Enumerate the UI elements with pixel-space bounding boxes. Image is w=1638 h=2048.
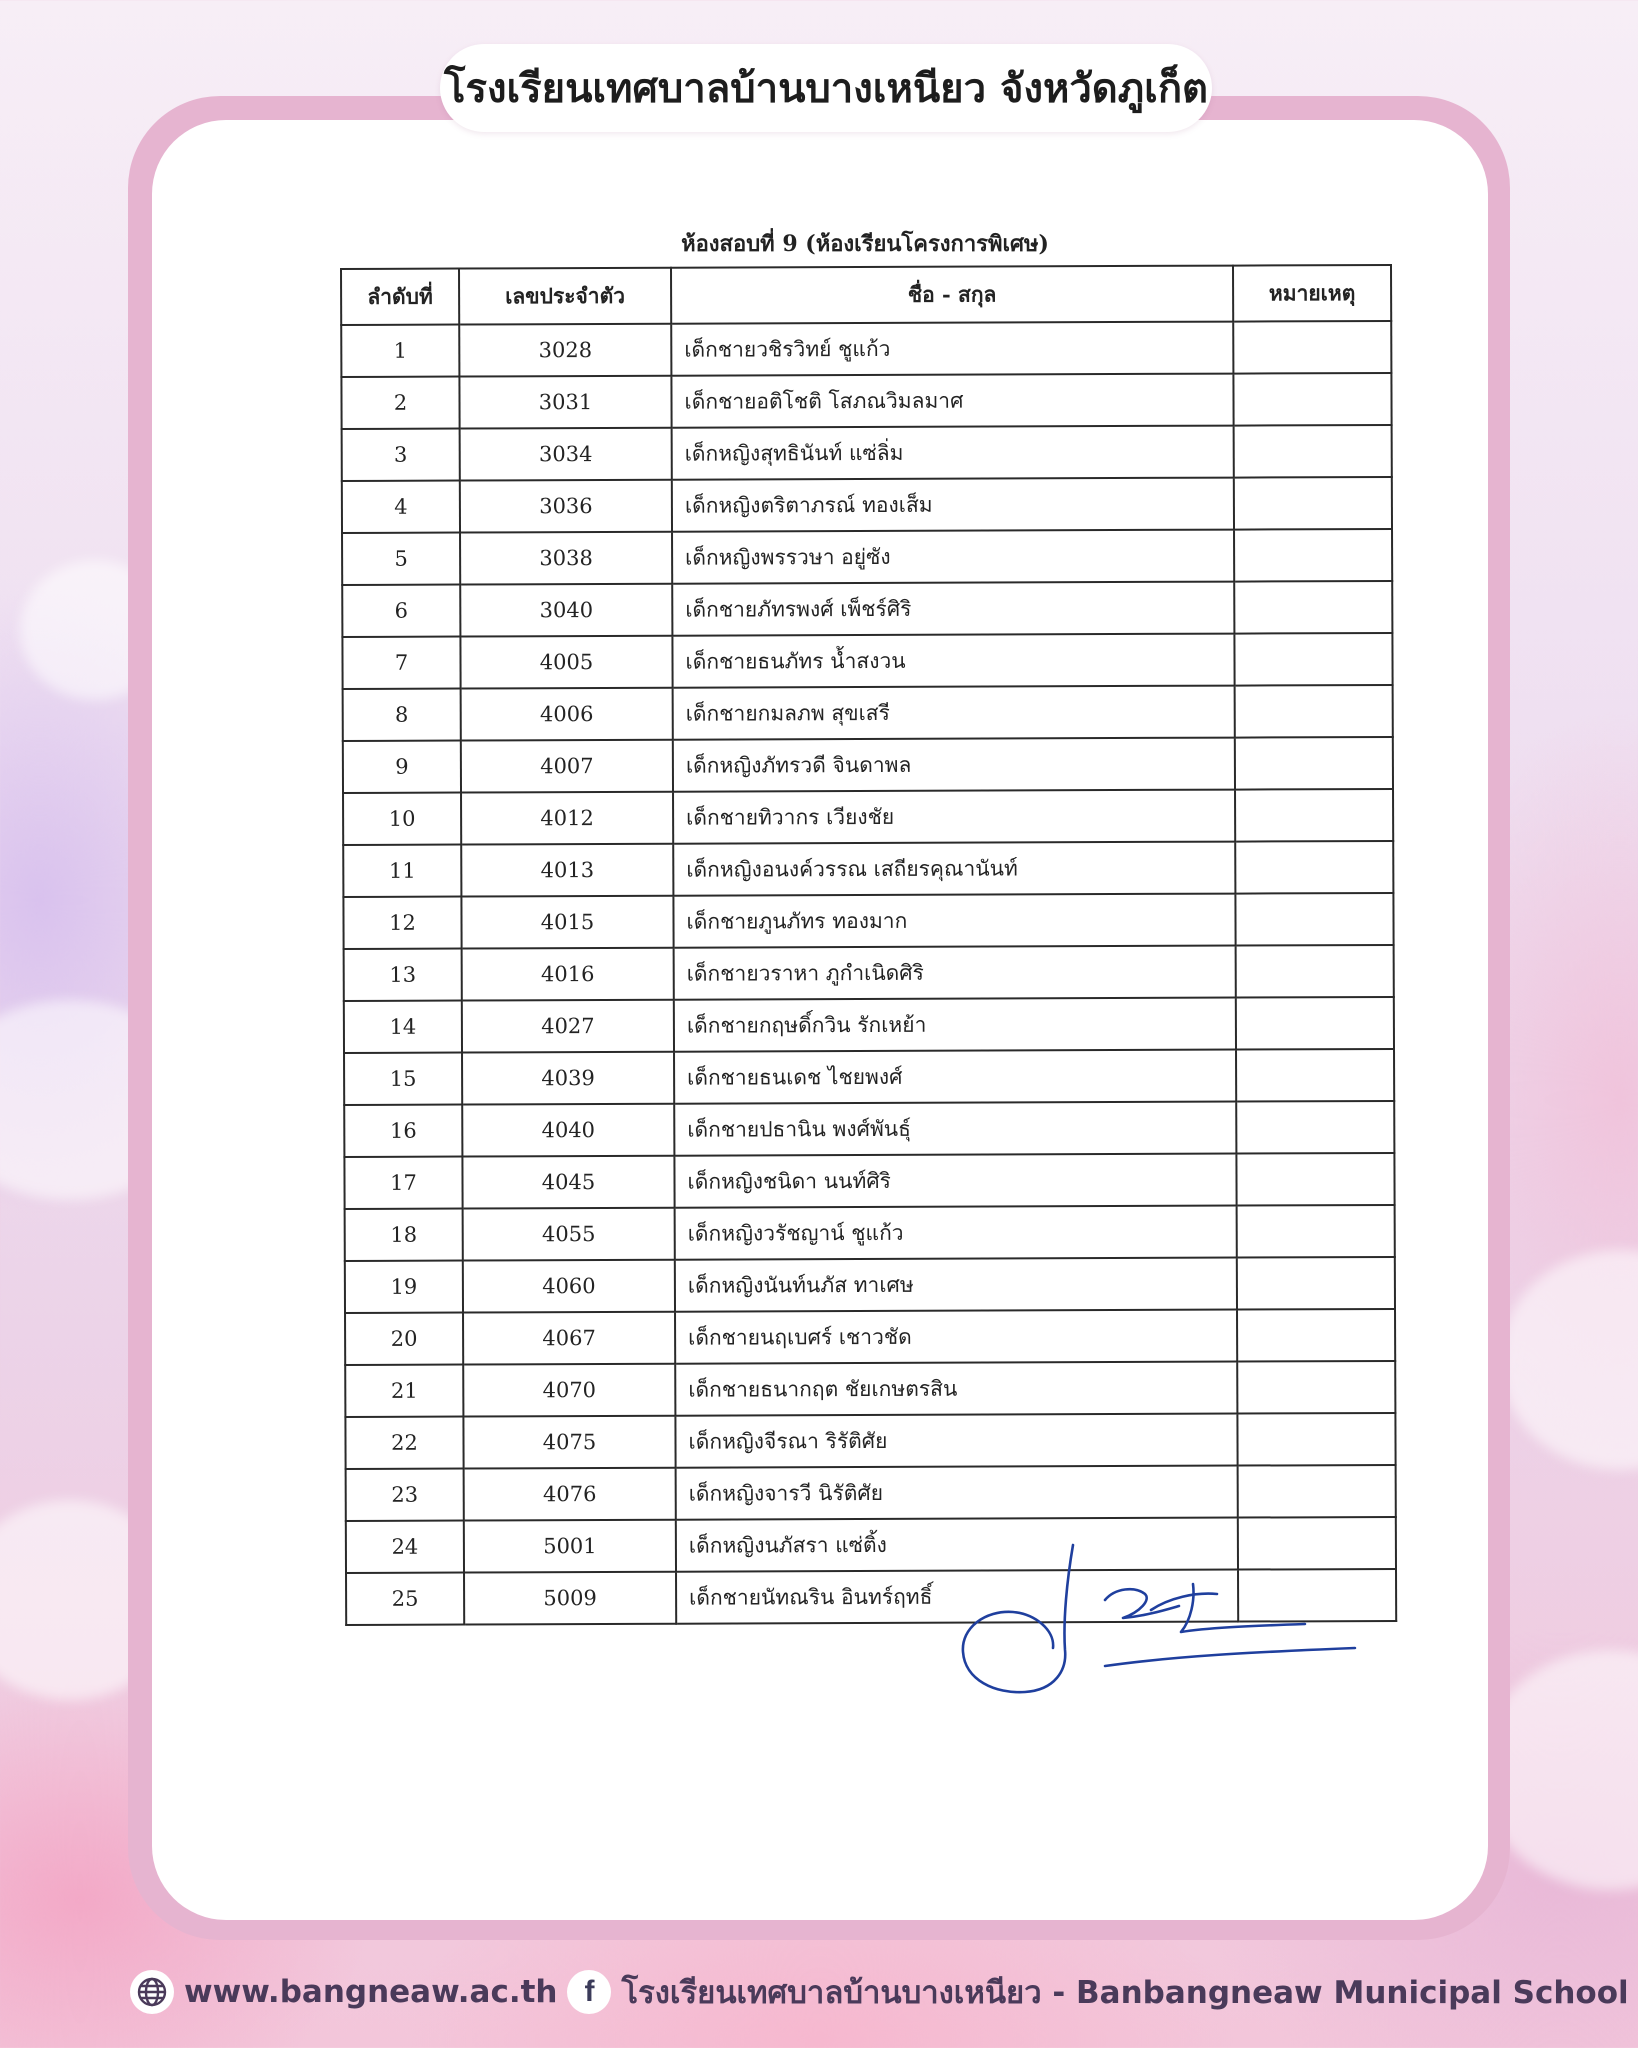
table-row — [344, 1049, 1394, 1105]
remark-cell — [1237, 1257, 1395, 1310]
table-row — [344, 945, 1394, 1001]
student-id-cell: 3036 — [460, 480, 672, 533]
student-name-cell: เด็กชายทิวากร เวียงชัย — [673, 790, 1235, 844]
footer-website-link[interactable]: www.bangneaw.ac.th — [184, 1974, 558, 2010]
exam-room-caption: ห้องสอบที่ 9 (ห้องเรียนโครงการพิเศษ) — [681, 231, 1049, 257]
student-id-cell: 5001 — [464, 1520, 676, 1573]
student-name-cell: เด็กชายธนภัทร น้ำสงวน — [672, 634, 1234, 688]
row-number-cell: 24 — [346, 1521, 464, 1573]
remark-cell — [1234, 529, 1392, 582]
student-name-cell: เด็กชายภูนภัทร ทองมาก — [673, 894, 1235, 948]
remark-cell — [1234, 581, 1392, 634]
student-name-cell: เด็กหญิงจารวี นิรัติศัย — [676, 1466, 1238, 1520]
student-id-cell: 5009 — [464, 1572, 676, 1625]
remark-cell — [1236, 1153, 1394, 1206]
student-id-cell: 3028 — [459, 324, 671, 377]
table-row — [345, 1205, 1395, 1261]
table-row — [345, 1257, 1395, 1313]
student-id-cell: 4015 — [461, 896, 673, 949]
student-id-cell: 4076 — [464, 1468, 676, 1521]
student-name-cell: เด็กชายภัทรพงศ์ เพ็ชร์ศิริ — [672, 582, 1234, 636]
table-row — [343, 685, 1393, 741]
column-header-no: ลำดับที่ — [341, 269, 459, 325]
student-name-cell: เด็กชายกฤษดิ์กวิน รักเหย้า — [674, 998, 1236, 1052]
remark-cell — [1237, 1309, 1395, 1362]
remark-cell — [1235, 685, 1393, 738]
row-number-cell: 4 — [342, 481, 460, 533]
student-id-cell: 4055 — [463, 1208, 675, 1261]
row-number-cell: 12 — [343, 897, 461, 949]
student-name-cell: เด็กหญิงภัทรวดี จินดาพล — [673, 738, 1235, 792]
remark-cell — [1237, 1413, 1395, 1466]
table-row — [342, 425, 1392, 481]
table-row — [345, 1309, 1395, 1365]
table-row — [341, 321, 1391, 377]
remark-cell — [1238, 1465, 1396, 1518]
student-name-cell: เด็กหญิงนภัสรา แซ่ติ้ง — [676, 1518, 1238, 1572]
background-cloud — [1500, 1250, 1638, 1470]
school-title-banner — [440, 44, 1212, 132]
remark-cell — [1233, 373, 1391, 426]
student-name-cell: เด็กชายธนากฤต ชัยเกษตรสิน — [675, 1362, 1237, 1416]
student-name-cell: เด็กชายธนเดช ไชยพงศ์ — [674, 1050, 1236, 1104]
remark-cell — [1236, 997, 1394, 1050]
student-id-cell: 4060 — [463, 1260, 675, 1313]
student-id-cell: 4007 — [461, 740, 673, 793]
student-id-cell: 3031 — [459, 376, 671, 429]
student-name-cell: เด็กหญิงจีรณา ริรัติศัย — [675, 1414, 1237, 1468]
row-number-cell: 17 — [344, 1157, 462, 1209]
row-number-cell: 21 — [345, 1365, 463, 1417]
table-row — [342, 633, 1392, 689]
student-name-cell: เด็กชายอติโชติ โสภณวิมลมาศ — [671, 374, 1233, 428]
globe-icon — [130, 1970, 174, 2014]
roster-body — [341, 321, 1396, 1625]
table-row — [343, 893, 1393, 949]
student-id-cell: 4039 — [462, 1052, 674, 1105]
row-number-cell: 1 — [341, 325, 459, 377]
student-roster-table — [340, 264, 1397, 1626]
student-name-cell: เด็กหญิงตริตาภรณ์ ทองเส็ม — [672, 478, 1234, 532]
row-number-cell: 9 — [343, 741, 461, 793]
remark-cell — [1236, 945, 1394, 998]
row-number-cell: 3 — [342, 429, 460, 481]
remark-cell — [1235, 893, 1393, 946]
student-name-cell: เด็กชายปธานิน พงศ์พันธุ์ — [674, 1102, 1236, 1156]
remark-cell — [1235, 789, 1393, 842]
remark-cell — [1236, 1049, 1394, 1102]
table-row — [343, 789, 1393, 845]
table-row — [342, 477, 1392, 533]
table-row — [341, 373, 1391, 429]
student-id-cell: 3040 — [460, 584, 672, 637]
footer-facebook-link[interactable]: โรงเรียนเทศบาลบ้านบางเหนียว - Banbangneaw Municipal School — [621, 1975, 1629, 2011]
column-header-name: ชื่อ - สกุล — [671, 266, 1233, 324]
row-number-cell: 8 — [343, 689, 461, 741]
row-number-cell: 14 — [344, 1001, 462, 1053]
student-name-cell: เด็กชายวชิรวิทย์ ชูแก้ว — [671, 322, 1233, 376]
table-row — [344, 1101, 1394, 1157]
school-title: โรงเรียนเทศบาลบ้านบางเหนียว จังหวัดภูเก็ต — [443, 66, 1209, 112]
student-name-cell: เด็กหญิงสุทธินันท์ แซ่ลิ่ม — [672, 426, 1234, 480]
row-number-cell: 15 — [344, 1053, 462, 1105]
row-number-cell: 7 — [342, 637, 460, 689]
student-id-cell: 3034 — [460, 428, 672, 481]
student-name-cell: เด็กหญิงพรรวษา อยู่ซัง — [672, 530, 1234, 584]
student-id-cell: 4067 — [463, 1312, 675, 1365]
table-row — [343, 841, 1393, 897]
student-id-cell: 4016 — [462, 948, 674, 1001]
student-name-cell: เด็กหญิงชนิดา นนท์ศิริ — [674, 1154, 1236, 1208]
table-header-row — [341, 265, 1391, 325]
row-number-cell: 18 — [345, 1209, 463, 1261]
student-id-cell: 4070 — [463, 1364, 675, 1417]
student-id-cell: 4027 — [462, 1000, 674, 1053]
student-name-cell: เด็กชายนฤเบศร์ เชาวชัด — [675, 1310, 1237, 1364]
table-row — [345, 1361, 1395, 1417]
footer-bar — [130, 1968, 1629, 2016]
row-number-cell: 13 — [344, 949, 462, 1001]
table-row — [343, 737, 1393, 793]
row-number-cell: 19 — [345, 1261, 463, 1313]
row-number-cell: 10 — [343, 793, 461, 845]
remark-cell — [1234, 425, 1392, 478]
student-id-cell: 4045 — [462, 1156, 674, 1209]
table-row — [346, 1465, 1396, 1521]
student-id-cell: 4006 — [461, 688, 673, 741]
remark-cell — [1235, 841, 1393, 894]
student-id-cell: 4040 — [462, 1104, 674, 1157]
student-name-cell: เด็กหญิงอนงค์วรรณ เสถียรคุณานันท์ — [673, 842, 1235, 896]
row-number-cell: 6 — [342, 585, 460, 637]
row-number-cell: 11 — [343, 845, 461, 897]
row-number-cell: 25 — [346, 1573, 464, 1625]
remark-cell — [1233, 321, 1391, 374]
row-number-cell: 23 — [346, 1469, 464, 1521]
student-name-cell: เด็กชายนัทณริน อินทร์ฤทธิ์ — [676, 1570, 1238, 1624]
row-number-cell: 22 — [345, 1417, 463, 1469]
table-row — [344, 1153, 1394, 1209]
student-name-cell: เด็กชายวราหา ภูกำเนิดศิริ — [674, 946, 1236, 1000]
row-number-cell: 5 — [342, 533, 460, 585]
student-name-cell: เด็กหญิงนันท์นภัส ทาเศษ — [675, 1258, 1237, 1312]
student-id-cell: 4005 — [460, 636, 672, 689]
student-name-cell: เด็กหญิงวรัชญาน์ ชูแก้ว — [675, 1206, 1237, 1260]
facebook-icon: f — [567, 1970, 611, 2014]
column-header-remark: หมายเหตุ — [1233, 265, 1391, 322]
remark-cell — [1237, 1205, 1395, 1258]
table-row — [342, 529, 1392, 585]
column-header-id: เลขประจำตัว — [459, 268, 671, 325]
remark-cell — [1235, 737, 1393, 790]
table-row — [344, 997, 1394, 1053]
remark-cell — [1236, 1101, 1394, 1154]
remark-cell — [1234, 477, 1392, 530]
row-number-cell: 20 — [345, 1313, 463, 1365]
signature-image — [955, 1540, 1365, 1710]
remark-cell — [1234, 633, 1392, 686]
student-id-cell: 4075 — [463, 1416, 675, 1469]
row-number-cell: 16 — [344, 1105, 462, 1157]
student-id-cell: 4013 — [461, 844, 673, 897]
student-id-cell: 3038 — [460, 532, 672, 585]
remark-cell — [1237, 1361, 1395, 1414]
table-row — [345, 1413, 1395, 1469]
row-number-cell: 2 — [341, 377, 459, 429]
student-name-cell: เด็กชายกมลภพ สุขเสรี — [673, 686, 1235, 740]
student-id-cell: 4012 — [461, 792, 673, 845]
table-row — [342, 581, 1392, 637]
